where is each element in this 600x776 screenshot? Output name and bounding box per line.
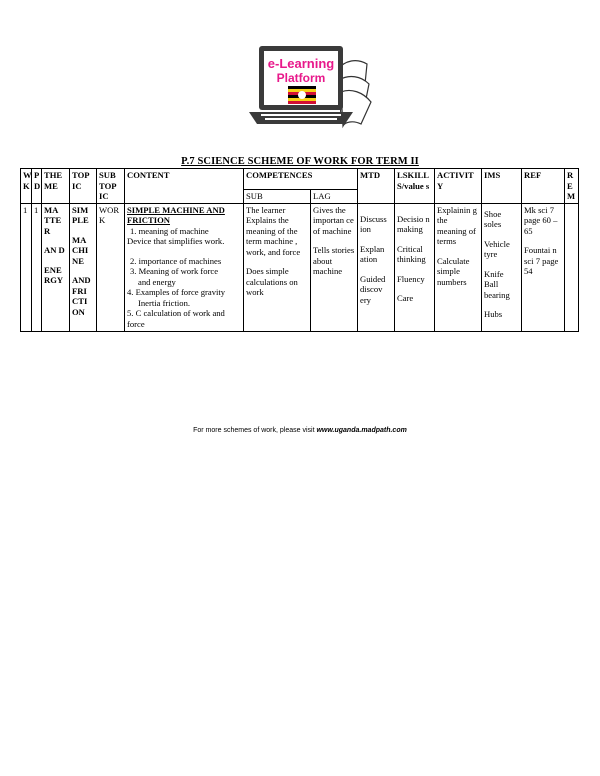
table-row [21, 203, 579, 331]
e-learning-platform-logo [245, 40, 375, 135]
header-topic: TOP IC [70, 169, 97, 204]
ims-part-4: Hubs [484, 309, 503, 319]
header-subtopic: SUB TOP IC [97, 169, 125, 204]
ims-part-3: Knife Ball bearing [484, 268, 510, 300]
lskills-part-2: Critical thinking [397, 243, 426, 264]
logo-line-1: e-Learning [267, 56, 335, 71]
header-mtd: MTD [358, 169, 395, 204]
footer-note [0, 427, 600, 434]
sub-part-2: Does simple calculations on work [246, 266, 298, 297]
theme-part-3: ENE RGY [44, 264, 64, 285]
lskills-part-1: Decisio n making [397, 213, 430, 234]
header-content: CONTENT [125, 169, 244, 204]
mtd-part-3: Guided discov ery [360, 273, 386, 305]
content-item-1: 1. meaning of machine [130, 225, 209, 236]
footer-url-link[interactable]: www.uganda.madpath.com [316, 427, 407, 434]
cell-theme [42, 203, 70, 331]
document-title: P.7 SCIENCE SCHEME OF WORK FOR TERM II [181, 156, 419, 167]
cell-ims [482, 203, 522, 331]
content-item-4a: 4. Examples of force gravity [127, 287, 226, 297]
activity-part-2: Calculate simple numbers [437, 255, 470, 287]
activity-part-1: Explainin g the meaning of terms [437, 204, 477, 246]
content-item-3a: 3. Meaning of work force [130, 266, 219, 276]
cell-lskills [395, 203, 435, 331]
lskills-part-3: Fluency [397, 273, 425, 284]
header-ims: IMS [482, 169, 522, 204]
ims-part-1: Shoe soles [484, 208, 502, 229]
cell-activity [435, 203, 482, 331]
cell-lag [311, 203, 358, 331]
header-rem: R E M [565, 169, 579, 204]
uganda-flag-icon [288, 86, 316, 104]
lskills-part-4: Care [397, 293, 414, 303]
header-lskills: LSKILL S/value s [395, 169, 435, 204]
cell-content [125, 203, 244, 331]
header-pd: P D [32, 169, 42, 204]
laptop-books-icon [245, 40, 375, 135]
mtd-part-2: Explan ation [360, 243, 385, 264]
cell-wk: 1 [21, 203, 32, 331]
header-competences: COMPETENCES [244, 169, 358, 190]
mtd-part-1: Discuss ion [360, 213, 387, 234]
cell-rem [565, 203, 579, 331]
content-definition: Device that simplifies work. [127, 236, 225, 246]
topic-part-3: AND FRI CTI ON [72, 275, 91, 317]
topic-part-2: MA CHI NE [72, 234, 89, 266]
footer-text: For more schemes of work, please visit [193, 427, 317, 434]
content-title-1: SIMPLE MACHINE AND [127, 204, 225, 215]
content-item-5: 5. C calculation of work and force [127, 308, 225, 329]
content-item-4b: Inertia friction. [138, 297, 191, 308]
lag-part-1: Gives the importan ce of machine [313, 204, 354, 236]
sub-part-1: The learner Explains the meaning of the term machine , work, and force [246, 204, 301, 257]
theme-part-2: AN D [44, 245, 65, 255]
cell-pd: 1 [32, 203, 42, 331]
ref-part-2: Fountai n sci 7 page 54 [524, 245, 559, 276]
table-header-row [21, 169, 579, 190]
theme-part-1: MA TTE R [44, 204, 62, 236]
header-theme: THE ME [42, 169, 70, 204]
content-item-3b: and energy [138, 276, 176, 287]
header-activity: ACTIVIT Y [435, 169, 482, 204]
ref-part-1: Mk sci 7 page 60 – 65 [524, 204, 558, 236]
header-lag: LAG [311, 190, 358, 204]
lag-part-2: Tells stories about machine [313, 245, 355, 276]
logo-line-2: Platform [276, 71, 326, 85]
ims-part-2: Vehicle tyre [484, 238, 510, 259]
header-sub: SUB [244, 190, 311, 204]
header-wk: W K [21, 169, 32, 204]
scheme-of-work-table [20, 168, 579, 332]
header-ref: REF [522, 169, 565, 204]
content-item-2: 2. importance of machines [130, 255, 222, 266]
cell-ref [522, 203, 565, 331]
cell-topic [70, 203, 97, 331]
cell-subtopic: WOR K [97, 203, 125, 331]
topic-part-1: SIM PLE [72, 204, 89, 225]
content-title-2: FRICTION [127, 215, 170, 225]
cell-sub [244, 203, 311, 331]
cell-mtd [358, 203, 395, 331]
